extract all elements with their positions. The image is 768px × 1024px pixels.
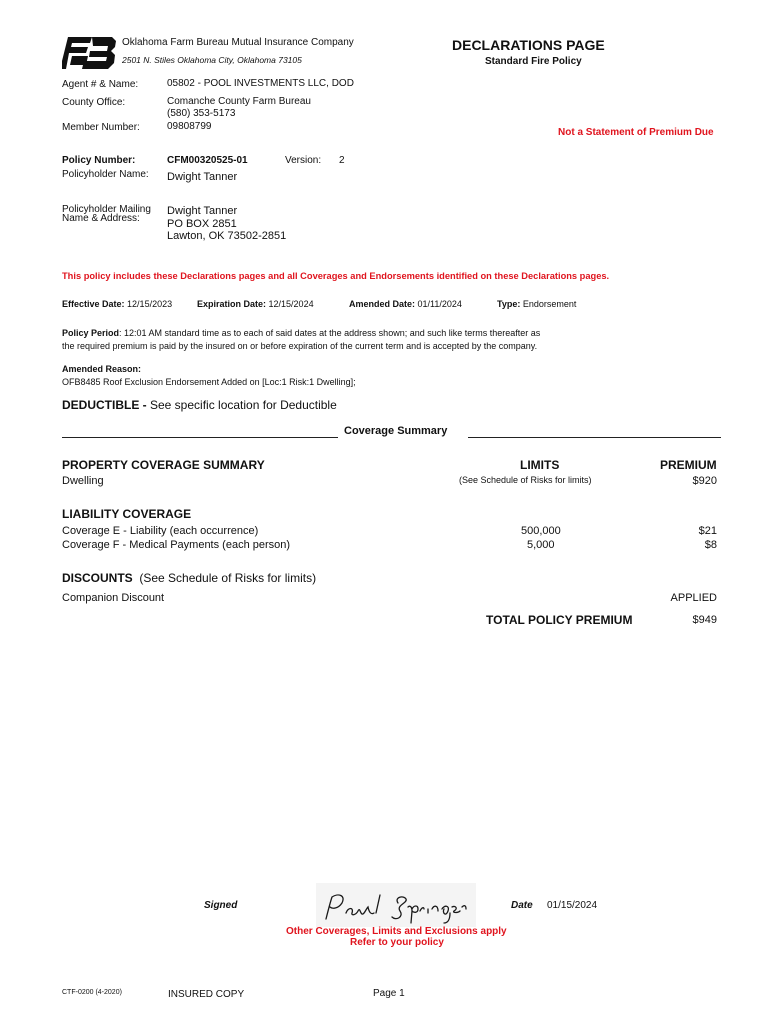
not-statement-notice: Not a Statement of Premium Due — [558, 127, 714, 138]
coverage-e-premium: $21 — [698, 525, 717, 537]
other-coverages-line2: Refer to your policy — [350, 937, 444, 948]
page-title: DECLARATIONS PAGE — [452, 37, 605, 53]
version-value: 2 — [339, 155, 345, 166]
amended-date-value: 01/11/2024 — [417, 299, 462, 309]
date-label: Date — [511, 900, 533, 911]
dwelling-label: Dwelling — [62, 475, 104, 487]
limits-heading: LIMITS — [520, 458, 560, 472]
declarations-notice: This policy includes these Declarations pages and all Coverages and Endorsements identified on these Declarations pages. — [62, 271, 610, 281]
member-label: Member Number: — [62, 122, 140, 133]
page-number: Page 1 — [373, 988, 405, 999]
mailing-label-1: Policyholder Mailing — [62, 204, 151, 215]
effective-date-label: Effective Date: — [62, 299, 125, 309]
county-phone: (580) 353-5173 — [167, 108, 236, 119]
coverage-e-label: Coverage E - Liability (each occurrence) — [62, 525, 259, 537]
mailing-name: Dwight Tanner — [167, 205, 238, 217]
dates-row — [62, 299, 172, 309]
agent-value: 05802 - POOL INVESTMENTS LLC, DOD — [167, 78, 354, 89]
farm-bureau-logo-icon — [62, 37, 116, 69]
expiration-date-value: 12/15/2024 — [268, 299, 314, 309]
liability-coverage-heading: LIABILITY COVERAGE — [62, 507, 192, 521]
amended-date-label: Amended Date: — [349, 299, 416, 309]
companion-discount-label: Companion Discount — [62, 592, 165, 604]
property-coverage-heading: PROPERTY COVERAGE SUMMARY — [62, 458, 265, 472]
expiration-date-label: Expiration Date: — [197, 299, 267, 309]
effective-date-value: 12/15/2023 — [127, 299, 173, 309]
policy-period — [62, 327, 722, 353]
coverage-rule-left — [62, 437, 338, 438]
date-value: 01/15/2024 — [547, 900, 598, 911]
version-label: Version: — [285, 155, 322, 166]
member-value: 09808799 — [167, 121, 212, 132]
policy-number-value: CFM00320525-01 — [167, 155, 248, 166]
expiration-date — [197, 299, 314, 309]
policy-number-label: Policy Number: — [62, 155, 136, 166]
insured-copy: INSURED COPY — [168, 989, 245, 1000]
discounts-note: (See Schedule of Risks for limits) — [139, 571, 317, 585]
company-address: 2501 N. Stiles Oklahoma City, Oklahoma 73105 — [122, 55, 302, 65]
coverage-summary-heading: Coverage Summary — [344, 425, 448, 437]
agent-label: Agent # & Name: — [62, 79, 139, 90]
total-premium-label: TOTAL POLICY PREMIUM — [486, 613, 633, 627]
signed-label: Signed — [204, 900, 238, 911]
policy-period-label: Policy Period — [62, 328, 120, 338]
deductible — [62, 398, 337, 412]
premium-heading: PREMIUM — [660, 458, 717, 472]
coverage-f-label: Coverage F - Medical Payments (each person) — [62, 539, 291, 551]
discounts-heading: DISCOUNTS — [62, 571, 133, 585]
company-name: Oklahoma Farm Bureau Mutual Insurance Company — [122, 37, 354, 48]
coverage-f-limit: 5,000 — [527, 539, 555, 551]
signature-image — [316, 883, 476, 927]
policy-period-line1: : 12:01 AM standard time as to each of said dates at the address shown; and such like terms thereafter as — [119, 328, 541, 338]
signature-icon — [316, 883, 476, 927]
coverage-rule-right — [468, 437, 721, 438]
policy-type — [497, 299, 576, 309]
page-subtitle: Standard Fire Policy — [485, 56, 582, 67]
dwelling-limits: (See Schedule of Risks for limits) — [459, 475, 592, 485]
policy-type-value: Endorsement — [522, 299, 577, 309]
policy-period-line2: the required premium is paid by the insured on or before expiration of the current term and is accepted by the company. — [62, 341, 538, 351]
other-coverages-line1: Other Coverages, Limits and Exclusions apply — [286, 926, 507, 937]
amended-reason-text: OFB8485 Roof Exclusion Endorsement Added on [Loc:1 Risk:1 Dwelling]; — [62, 377, 356, 387]
mailing-line2: Lawton, OK 73502-2851 — [167, 230, 287, 242]
deductible-label: DEDUCTIBLE - — [62, 398, 150, 412]
deductible-text: See specific location for Deductible — [150, 398, 337, 412]
coverage-e-limit: 500,000 — [521, 525, 561, 537]
county-label: County Office: — [62, 97, 126, 108]
discounts — [62, 571, 316, 585]
amended-date — [349, 299, 462, 309]
coverage-f-premium: $8 — [704, 539, 717, 551]
mailing-line1: PO BOX 2851 — [167, 218, 237, 230]
amended-reason-label: Amended Reason: — [62, 364, 142, 374]
policyholder-label: Policyholder Name: — [62, 169, 149, 180]
county-value: Comanche County Farm Bureau — [167, 96, 311, 107]
policyholder-value: Dwight Tanner — [167, 171, 238, 183]
company-logo — [62, 37, 116, 69]
dwelling-premium: $920 — [692, 475, 717, 487]
total-premium-value: $949 — [692, 614, 717, 626]
policy-type-label: Type: — [497, 299, 521, 309]
companion-discount-value: APPLIED — [670, 592, 717, 604]
mailing-label-2: Name & Address: — [62, 213, 140, 224]
form-code: CTF-0200 (4-2020) — [62, 989, 122, 996]
